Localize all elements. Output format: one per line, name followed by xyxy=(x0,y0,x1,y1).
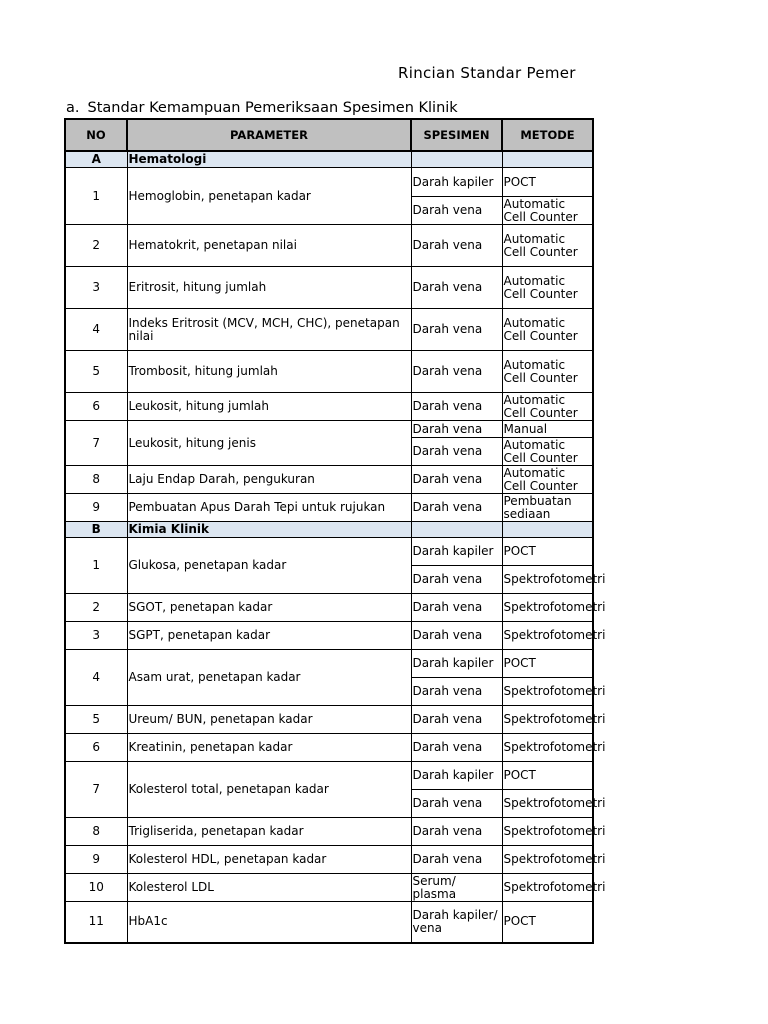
row-metode: Spektrofotometri xyxy=(502,622,593,650)
table-header-row xyxy=(65,119,593,151)
row-no: 7 xyxy=(65,421,127,466)
page-title: Rincian Standar Pemer xyxy=(398,64,576,82)
table-row xyxy=(65,538,593,566)
row-metode: Spektrofotometri xyxy=(502,706,593,734)
row-metode: POCT xyxy=(502,650,593,678)
table-row xyxy=(65,706,593,734)
section-empty-cell xyxy=(502,522,593,538)
row-metode: POCT xyxy=(502,168,593,197)
row-spesimen: Darah vena xyxy=(411,594,502,622)
section-title: Hematologi xyxy=(127,151,411,168)
row-metode: Automatic Cell Counter xyxy=(502,393,593,421)
table-row xyxy=(65,168,593,197)
row-spesimen: Darah kapiler xyxy=(411,168,502,197)
row-no: 4 xyxy=(65,650,127,706)
row-parameter: Eritrosit, hitung jumlah xyxy=(127,267,411,309)
table-row xyxy=(65,421,593,438)
row-parameter: Kreatinin, penetapan kadar xyxy=(127,734,411,762)
table-row xyxy=(65,650,593,678)
table-row xyxy=(65,874,593,902)
row-spesimen: Darah kapiler xyxy=(411,538,502,566)
row-metode: Spektrofotometri xyxy=(502,874,593,902)
section-empty-cell xyxy=(411,151,502,168)
row-no: 6 xyxy=(65,393,127,421)
header-metode: METODE xyxy=(502,119,593,151)
subtitle-text: Standar Kemampuan Pemeriksaan Spesimen Klinik xyxy=(87,100,458,116)
row-no: 8 xyxy=(65,466,127,494)
table-row xyxy=(65,902,593,943)
row-no: 9 xyxy=(65,846,127,874)
table-row xyxy=(65,762,593,790)
row-spesimen: Darah kapiler xyxy=(411,762,502,790)
row-metode: Pembuatan sediaan xyxy=(502,494,593,522)
row-parameter: Laju Endap Darah, pengukuran xyxy=(127,466,411,494)
row-parameter: Asam urat, penetapan kadar xyxy=(127,650,411,706)
row-metode: Automatic Cell Counter xyxy=(502,438,593,466)
row-spesimen: Darah vena xyxy=(411,438,502,466)
row-no: 4 xyxy=(65,309,127,351)
row-no: 7 xyxy=(65,762,127,818)
row-parameter: SGOT, penetapan kadar xyxy=(127,594,411,622)
row-spesimen: Darah vena xyxy=(411,790,502,818)
row-no: 9 xyxy=(65,494,127,522)
row-metode: POCT xyxy=(502,902,593,943)
section-subtitle xyxy=(66,100,458,116)
section-title: Kimia Klinik xyxy=(127,522,411,538)
section-empty-cell xyxy=(502,151,593,168)
row-metode: POCT xyxy=(502,538,593,566)
row-metode: Spektrofotometri xyxy=(502,594,593,622)
table-row xyxy=(65,846,593,874)
row-metode: Spektrofotometri xyxy=(502,846,593,874)
row-metode: Spektrofotometri xyxy=(502,566,593,594)
row-metode: Spektrofotometri xyxy=(502,790,593,818)
row-spesimen: Darah vena xyxy=(411,351,502,393)
row-spesimen: Darah vena xyxy=(411,225,502,267)
table-row xyxy=(65,466,593,494)
row-no: 1 xyxy=(65,168,127,225)
row-parameter: Pembuatan Apus Darah Tepi untuk rujukan xyxy=(127,494,411,522)
row-no: 11 xyxy=(65,902,127,943)
row-spesimen: Darah vena xyxy=(411,466,502,494)
row-spesimen: Darah vena xyxy=(411,393,502,421)
row-spesimen: Darah vena xyxy=(411,267,502,309)
row-no: 1 xyxy=(65,538,127,594)
row-no: 6 xyxy=(65,734,127,762)
row-parameter: Glukosa, penetapan kadar xyxy=(127,538,411,594)
row-parameter: Leukosit, hitung jenis xyxy=(127,421,411,466)
row-spesimen: Darah vena xyxy=(411,706,502,734)
row-metode: Spektrofotometri xyxy=(502,734,593,762)
section-row xyxy=(65,522,593,538)
row-metode: Spektrofotometri xyxy=(502,678,593,706)
table-row xyxy=(65,351,593,393)
row-parameter: Ureum/ BUN, penetapan kadar xyxy=(127,706,411,734)
table-row xyxy=(65,309,593,351)
table-row xyxy=(65,734,593,762)
table-row xyxy=(65,225,593,267)
row-no: 8 xyxy=(65,818,127,846)
row-spesimen: Darah vena xyxy=(411,566,502,594)
row-parameter: Kolesterol HDL, penetapan kadar xyxy=(127,846,411,874)
row-spesimen: Darah vena xyxy=(411,421,502,438)
row-spesimen: Darah vena xyxy=(411,818,502,846)
row-parameter: HbA1c xyxy=(127,902,411,943)
row-parameter: Leukosit, hitung jumlah xyxy=(127,393,411,421)
row-no: 2 xyxy=(65,225,127,267)
row-spesimen: Darah vena xyxy=(411,494,502,522)
table-row xyxy=(65,267,593,309)
table-row xyxy=(65,494,593,522)
row-metode: Automatic Cell Counter xyxy=(502,351,593,393)
row-spesimen: Darah vena xyxy=(411,197,502,225)
row-spesimen: Darah vena xyxy=(411,846,502,874)
row-spesimen: Serum/ plasma xyxy=(411,874,502,902)
section-no: B xyxy=(65,522,127,538)
row-metode: Automatic Cell Counter xyxy=(502,197,593,225)
row-metode: Spektrofotometri xyxy=(502,818,593,846)
row-metode: Automatic Cell Counter xyxy=(502,309,593,351)
row-spesimen: Darah vena xyxy=(411,309,502,351)
row-parameter: Trigliserida, penetapan kadar xyxy=(127,818,411,846)
row-no: 10 xyxy=(65,874,127,902)
row-no: 5 xyxy=(65,706,127,734)
row-parameter: SGPT, penetapan kadar xyxy=(127,622,411,650)
specimen-table xyxy=(64,118,606,944)
row-parameter: Kolesterol total, penetapan kadar xyxy=(127,762,411,818)
row-spesimen: Darah kapiler xyxy=(411,650,502,678)
row-no: 5 xyxy=(65,351,127,393)
row-spesimen: Darah vena xyxy=(411,622,502,650)
subtitle-label: a. xyxy=(66,100,80,116)
row-parameter: Indeks Eritrosit (MCV, MCH, CHC), penetapan nilai xyxy=(127,309,411,351)
header-no: NO xyxy=(65,119,127,151)
table-row xyxy=(65,594,593,622)
row-metode: Manual xyxy=(502,421,593,438)
section-row xyxy=(65,151,593,168)
row-spesimen: Darah kapiler/ vena xyxy=(411,902,502,943)
section-empty-cell xyxy=(411,522,502,538)
row-metode: Automatic Cell Counter xyxy=(502,466,593,494)
row-metode: Automatic Cell Counter xyxy=(502,267,593,309)
row-no: 3 xyxy=(65,622,127,650)
row-metode: Automatic Cell Counter xyxy=(502,225,593,267)
row-no: 3 xyxy=(65,267,127,309)
header-spesimen: SPESIMEN xyxy=(411,119,502,151)
table-row xyxy=(65,622,593,650)
section-no: A xyxy=(65,151,127,168)
row-metode: POCT xyxy=(502,762,593,790)
header-parameter: PARAMETER xyxy=(127,119,411,151)
table-row xyxy=(65,818,593,846)
row-parameter: Hemoglobin, penetapan kadar xyxy=(127,168,411,225)
row-parameter: Kolesterol LDL xyxy=(127,874,411,902)
table-row xyxy=(65,393,593,421)
row-spesimen: Darah vena xyxy=(411,734,502,762)
row-parameter: Hematokrit, penetapan nilai xyxy=(127,225,411,267)
row-spesimen: Darah vena xyxy=(411,678,502,706)
row-parameter: Trombosit, hitung jumlah xyxy=(127,351,411,393)
row-no: 2 xyxy=(65,594,127,622)
